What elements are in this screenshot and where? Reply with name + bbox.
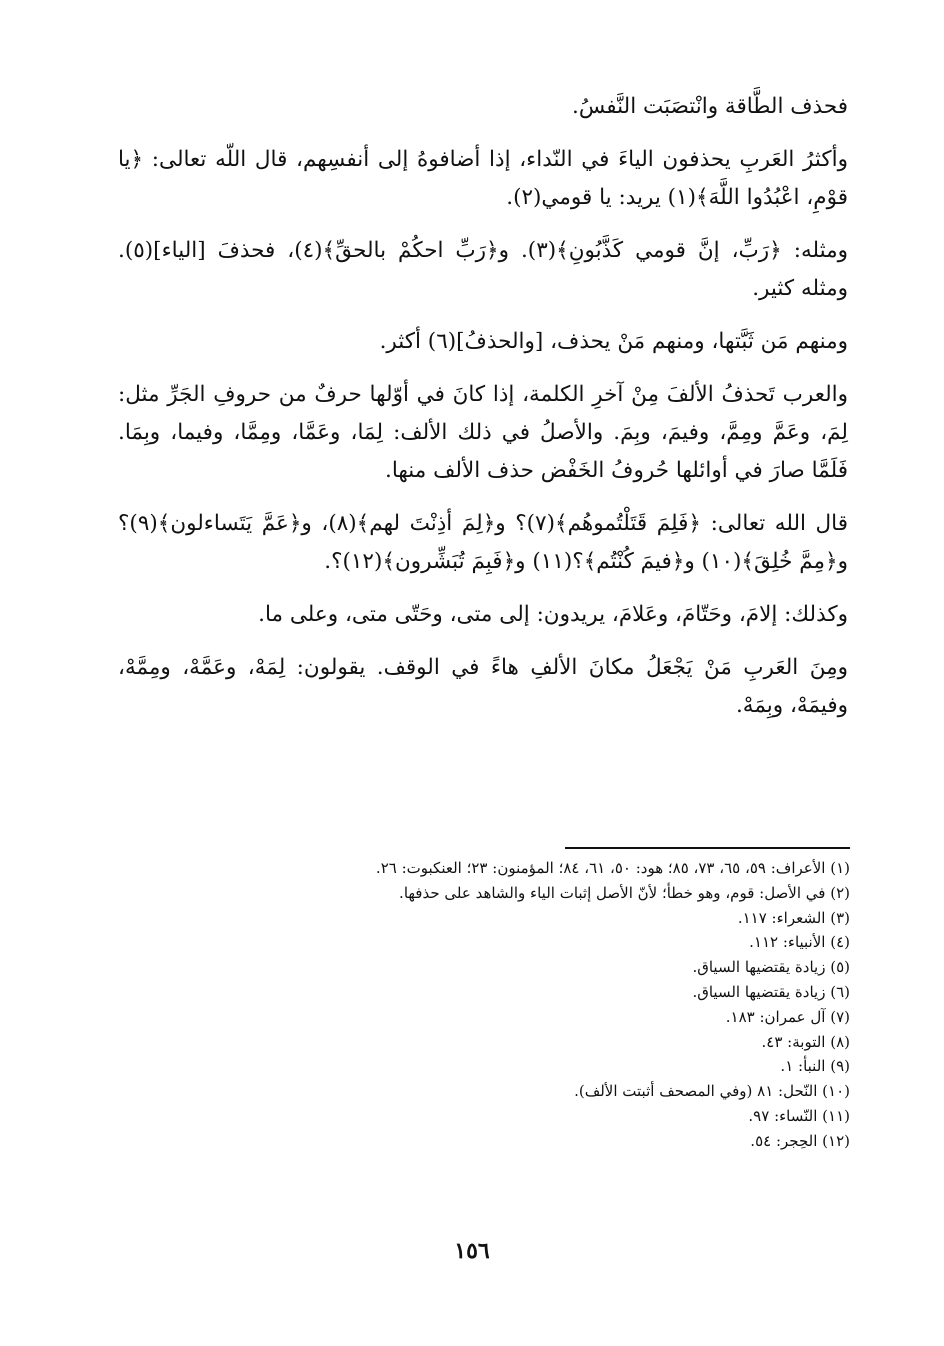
footnote-12: (١٢) الحِجر: ٥٤. (750, 1131, 850, 1150)
footnote-8: (٨) التوبة: ٤٣. (761, 1032, 850, 1051)
footnote-11: (١١) النّساء: ٩٧. (748, 1106, 850, 1125)
paragraph-4: ومنهم مَن ثَبَّتها، ومنهم مَنْ يحذف، [والحذفُ](٦) أكثر. (379, 329, 848, 354)
footnote-2: (٢) في الأصل: قوم، وهو خطأ؛ لأنّ الأصل إثبات الياء والشاهد على حذفها. (399, 883, 850, 902)
footnote-divider (565, 847, 850, 849)
paragraph-5: والعرب تَحذفُ الألفَ مِنْ آخرِ الكلمة، إذا كانَ في أوّلها حرفٌ من حروفِ الجَرِّ مثل: لِمَ، وعَمَّ ومِمَّ، وفيمَ، وبِمَ. والأصلُ في ذلك الألف: لِمَا، وعَمَّا، ومِمَّا، وفيما، وبِمَا. فَلَمَّا صارَ في أوائلها حُروفُ الخَفْض حذف الألف منها. (118, 382, 848, 483)
footnote-1: (١) الأعراف: ٥٩، ٦٥، ٧٣، ٨٥؛ هود: ٥٠، ٦١، ٨٤؛ المؤمنون: ٢٣؛ العنكبوت: ٢٦. (375, 859, 850, 877)
paragraph-6: قال الله تعالى: ﴿فَلِمَ قَتَلْتُموهُم﴾(٧)؟ و﴿لِمَ أذِنْتَ لهم﴾(٨)، و﴿عَمَّ يَتَساءلون﴾(٩)؟ و﴿مِمَّ خُلِقَ﴾(١٠) و﴿فيمَ كُنْتُم﴾؟(١١) و﴿فَبِمَ تُبَشِّرون﴾(١٢)؟. (118, 511, 848, 574)
footnotes (200, 856, 850, 1154)
footnote-5: (٥) زيادة يقتضيها السياق. (692, 958, 850, 977)
footnote-7: (٧) آل عمران: ١٨٣. (725, 1007, 850, 1026)
footnote-3: (٣) الشعراء: ١١٧. (737, 908, 850, 927)
footnote-6: (٦) زيادة يقتضيها السياق. (692, 982, 850, 1001)
paragraph-3: ومثله: ﴿رَبِّ، إنَّ قومي كَذَّبُونِ﴾(٣). و﴿رَبِّ احكُمْ بالحقِّ﴾(٤)، فحذفَ [الياء](٥). ومثله كثير. (118, 238, 849, 301)
paragraph-2: وأكثرُ العَربِ يحذفون الياءَ في النّداء، إذا أضافوهُ إلى أنفسِهم، قال اللّه تعالى: ﴿يا قوْمِ، اعْبُدُوا اللَّهَ﴾(١) يريد: يا قومي(٢). (118, 147, 848, 210)
page-number: ١٥٦ (454, 1238, 490, 1264)
footnote-9: (٩) النبأ: ١. (780, 1057, 850, 1076)
footnote-4: (٤) الأنبياء: ١١٢. (749, 933, 850, 952)
paragraph-1: فحذف الطَّاقة وانْتصَبَت النَّفسُ. (572, 94, 848, 119)
paragraph-8: ومِنَ العَربِ مَنْ يَجْعَلُ مكانَ الألفِ هاءً في الوقف. يقولون: لِمَهْ، وعَمَّهْ، ومِمَّهْ، وفيمَهْ، وبِمَهْ. (118, 655, 848, 718)
main-text (118, 88, 848, 740)
footnote-10: (١٠) النّحل: ٨١ (وفي المصحف أثبتت الألف). (574, 1082, 850, 1101)
paragraph-7: وكذلك: إلامَ، وحَتّامَ، وعَلامَ، يريدون: إلى متى، وحَتّى متى، وعلى ما. (258, 602, 848, 627)
